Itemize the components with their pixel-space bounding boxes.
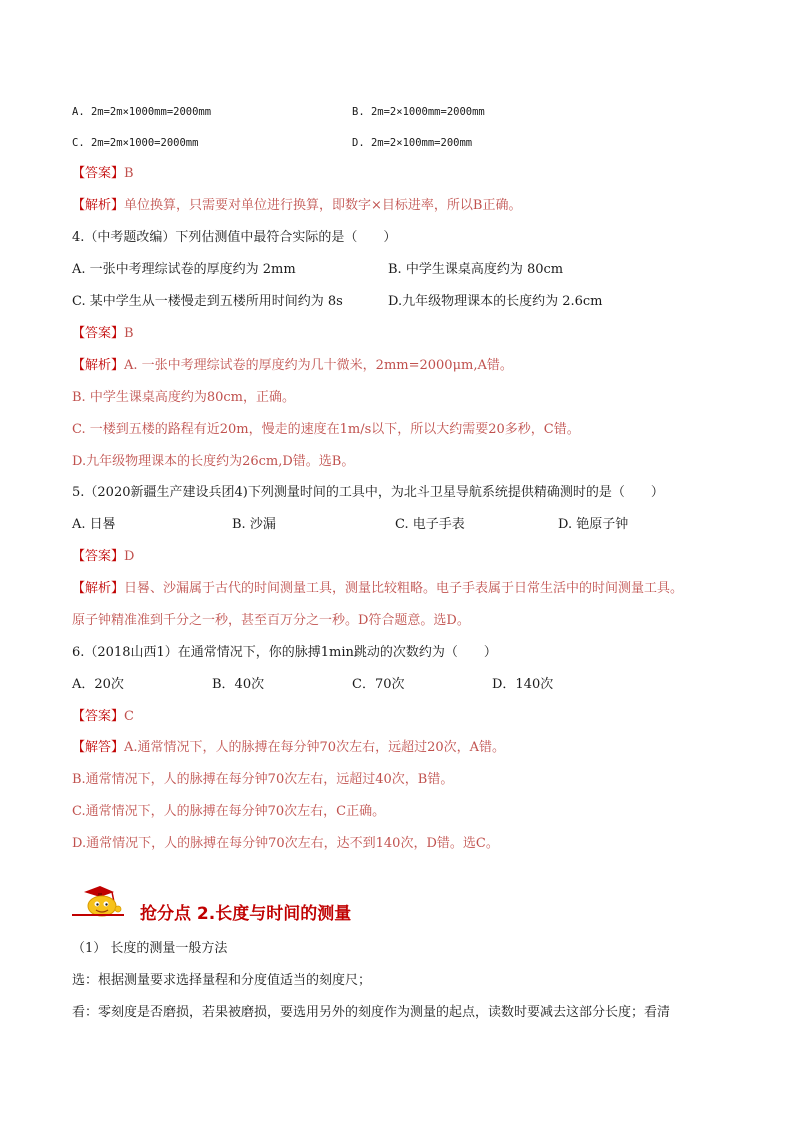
q5-option-d: D. 铯原子钟 xyxy=(558,517,629,532)
q4-option-c: C. 某中学生从一楼慢走到五楼所用时间约为 8s xyxy=(72,294,343,309)
q4-analysis-2: B. 中学生课桌高度约为80cm，正确。 xyxy=(72,390,295,405)
q4-analysis-3: C. 一楼到五楼的路程有近20m，慢走的速度在1m/s以下，所以大约需要20多秒，C错。 xyxy=(72,422,580,437)
q4-analysis-1 xyxy=(72,357,513,375)
q5-answer xyxy=(72,548,134,566)
q6-analysis-1 xyxy=(72,739,505,757)
analysis-tag: 【解析】 xyxy=(72,198,125,213)
answer-tag: 【答案】 xyxy=(72,326,125,341)
answer-tag: 【答案】 xyxy=(72,166,125,181)
analysis-text: A.通常情况下，人的脉搏在每分钟70次左右，远超过20次，A错。 xyxy=(124,740,506,755)
q3-option-d: D. 2m=2×100mm=200mm xyxy=(352,137,473,149)
q3-analysis xyxy=(72,197,521,215)
q5-analysis-2: 原子钟精准准到千分之一秒，甚至百万分之一秒。D符合题意。选D。 xyxy=(72,613,470,628)
answer-value: D xyxy=(124,549,135,564)
q5-option-a: A. 日晷 xyxy=(72,517,116,532)
analysis-tag: 【解析】 xyxy=(72,581,125,596)
answer-value: C xyxy=(124,709,134,724)
q3-option-a: A. 2m=2m×1000mm=2000mm xyxy=(72,106,212,118)
q6-option-c: C．70次 xyxy=(352,677,405,692)
section-line-2: 看：零刻度是否磨损，若果被磨损，要选用另外的刻度作为测量的起点，读数时要减去这部分长度；看清 xyxy=(72,1005,671,1020)
section-subheading: （1） 长度的测量一般方法 xyxy=(72,941,228,956)
q6-answer xyxy=(72,708,134,726)
q4-option-a: A. 一张中考理综试卷的厚度约为 2mm xyxy=(72,262,296,277)
q5-stem: 5.（2020新疆生产建设兵团4)下列测量时间的工具中，为北斗卫星导航系统提供精确测时的是（ ） xyxy=(72,485,664,500)
analysis-tag: 【解析】 xyxy=(72,358,125,373)
q4-option-b: B. 中学生课桌高度约为 80cm xyxy=(388,262,564,277)
answer-tag: 【答案】 xyxy=(72,709,125,724)
q3-option-b: B. 2m=2×1000mm=2000mm xyxy=(352,106,485,118)
mascot-icon xyxy=(74,884,134,918)
q6-analysis-3: C.通常情况下，人的脉搏在每分钟70次左右，C正确。 xyxy=(72,804,386,819)
q5-analysis-1 xyxy=(72,580,683,598)
section-line-1: 选：根据测量要求选择量程和分度值适当的刻度尺； xyxy=(72,973,372,988)
section-title: 抢分点 2.长度与时间的测量 xyxy=(140,904,352,924)
q6-option-a: A．20次 xyxy=(72,677,124,692)
q4-stem: 4.（中考题改编）下列估测值中最符合实际的是（ ） xyxy=(72,230,397,245)
answer-value: B xyxy=(124,326,134,341)
q5-option-b: B. 沙漏 xyxy=(232,517,276,532)
analysis-tag: 【解答】 xyxy=(72,740,125,755)
analysis-text: 单位换算，只需要对单位进行换算，即数字×目标进率，所以B正确。 xyxy=(124,198,522,213)
q4-analysis-4: D.九年级物理课本的长度约为26cm,D错。选B。 xyxy=(72,454,355,469)
answer-value: B xyxy=(124,166,134,181)
answer-tag: 【答案】 xyxy=(72,549,125,564)
q6-stem: 6.（2018山西1）在通常情况下，你的脉搏1min跳动的次数约为（ ） xyxy=(72,645,497,660)
q3-answer xyxy=(72,165,134,183)
q4-option-d: D.九年级物理课本的长度约为 2.6cm xyxy=(388,294,603,309)
q6-option-d: D．140次 xyxy=(492,677,554,692)
q6-option-b: B．40次 xyxy=(212,677,265,692)
analysis-text: 日晷、沙漏属于古代的时间测量工具，测量比较粗略。电子手表属于日常生活中的时间测量工具。 xyxy=(124,581,684,596)
q3-option-c: C. 2m=2m×1000=2000mm xyxy=(72,137,199,149)
q6-analysis-2: B.通常情况下，人的脉搏在每分钟70次左右，远超过40次，B错。 xyxy=(72,772,454,787)
analysis-text: A. 一张中考理综试卷的厚度约为几十微米，2mm=2000μm,A错。 xyxy=(124,358,513,373)
q6-analysis-4: D.通常情况下，人的脉搏在每分钟70次左右，达不到140次，D错。选C。 xyxy=(72,836,499,851)
section-divider xyxy=(72,914,124,916)
q5-option-c: C. 电子手表 xyxy=(395,517,465,532)
q4-answer xyxy=(72,325,134,343)
